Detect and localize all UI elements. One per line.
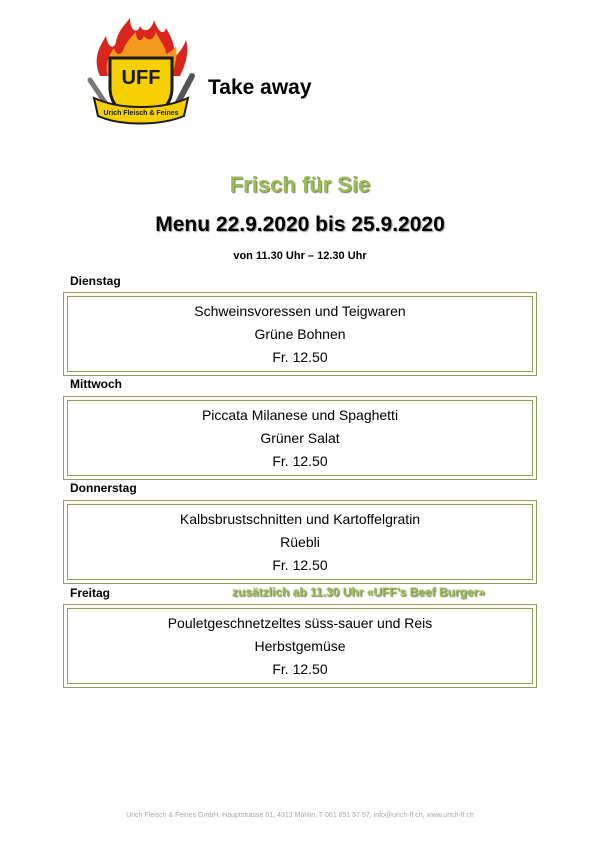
dish-main: Pouletgeschnetzeltes süss-sauer und Reis — [167, 614, 433, 631]
menu-box-dienstag — [63, 292, 537, 376]
day-label-freitag: Freitag — [70, 586, 111, 600]
dish-side: Grüne Bohnen — [254, 325, 346, 342]
dish-side: Grüner Salat — [260, 429, 340, 446]
headline: Frisch für Sie — [229, 172, 371, 197]
menu-title: Menu 22.9.2020 bis 25.9.2020 — [155, 213, 445, 236]
menu-box-freitag — [63, 604, 537, 688]
friday-extra-note: zusätzlich ab 11.30 Uhr «UFF’s Beef Burger» — [232, 585, 485, 599]
day-label-mittwoch: Mittwoch — [70, 377, 122, 391]
dish-side: Rüebli — [280, 533, 320, 550]
day-label-dienstag: Dienstag — [70, 274, 121, 288]
dish-price: Fr. 12.50 — [272, 556, 328, 573]
dish-price: Fr. 12.50 — [272, 348, 328, 365]
takeaway-title: Take away — [208, 76, 312, 99]
logo-ribbon-text: Urich Fleisch & Feines — [103, 110, 179, 117]
footer-address: Urich Fleisch & Feines GmbH, Hauptstrasse 61, 4313 Möhlin, T 061 851 57 57, info@urich-ff.ch, www.urich-ff.ch — [126, 812, 474, 819]
day-label-donnerstag: Donnerstag — [70, 481, 137, 495]
menu-box-donnerstag — [63, 500, 537, 584]
dish-main: Kalbsbrustschnitten und Kartoffelgratin — [179, 510, 421, 527]
uff-logo — [80, 18, 200, 133]
dish-side: Herbstgemüse — [254, 637, 346, 654]
dish-main: Piccata Milanese und Spaghetti — [201, 406, 399, 423]
opening-hours: von 11.30 Uhr – 12.30 Uhr — [233, 250, 367, 262]
dish-price: Fr. 12.50 — [272, 660, 328, 677]
menu-box-mittwoch — [63, 396, 537, 480]
dish-main: Schweinsvoressen und Teigwaren — [194, 302, 406, 319]
dish-price: Fr. 12.50 — [272, 452, 328, 469]
logo-text: UFF — [121, 67, 161, 89]
